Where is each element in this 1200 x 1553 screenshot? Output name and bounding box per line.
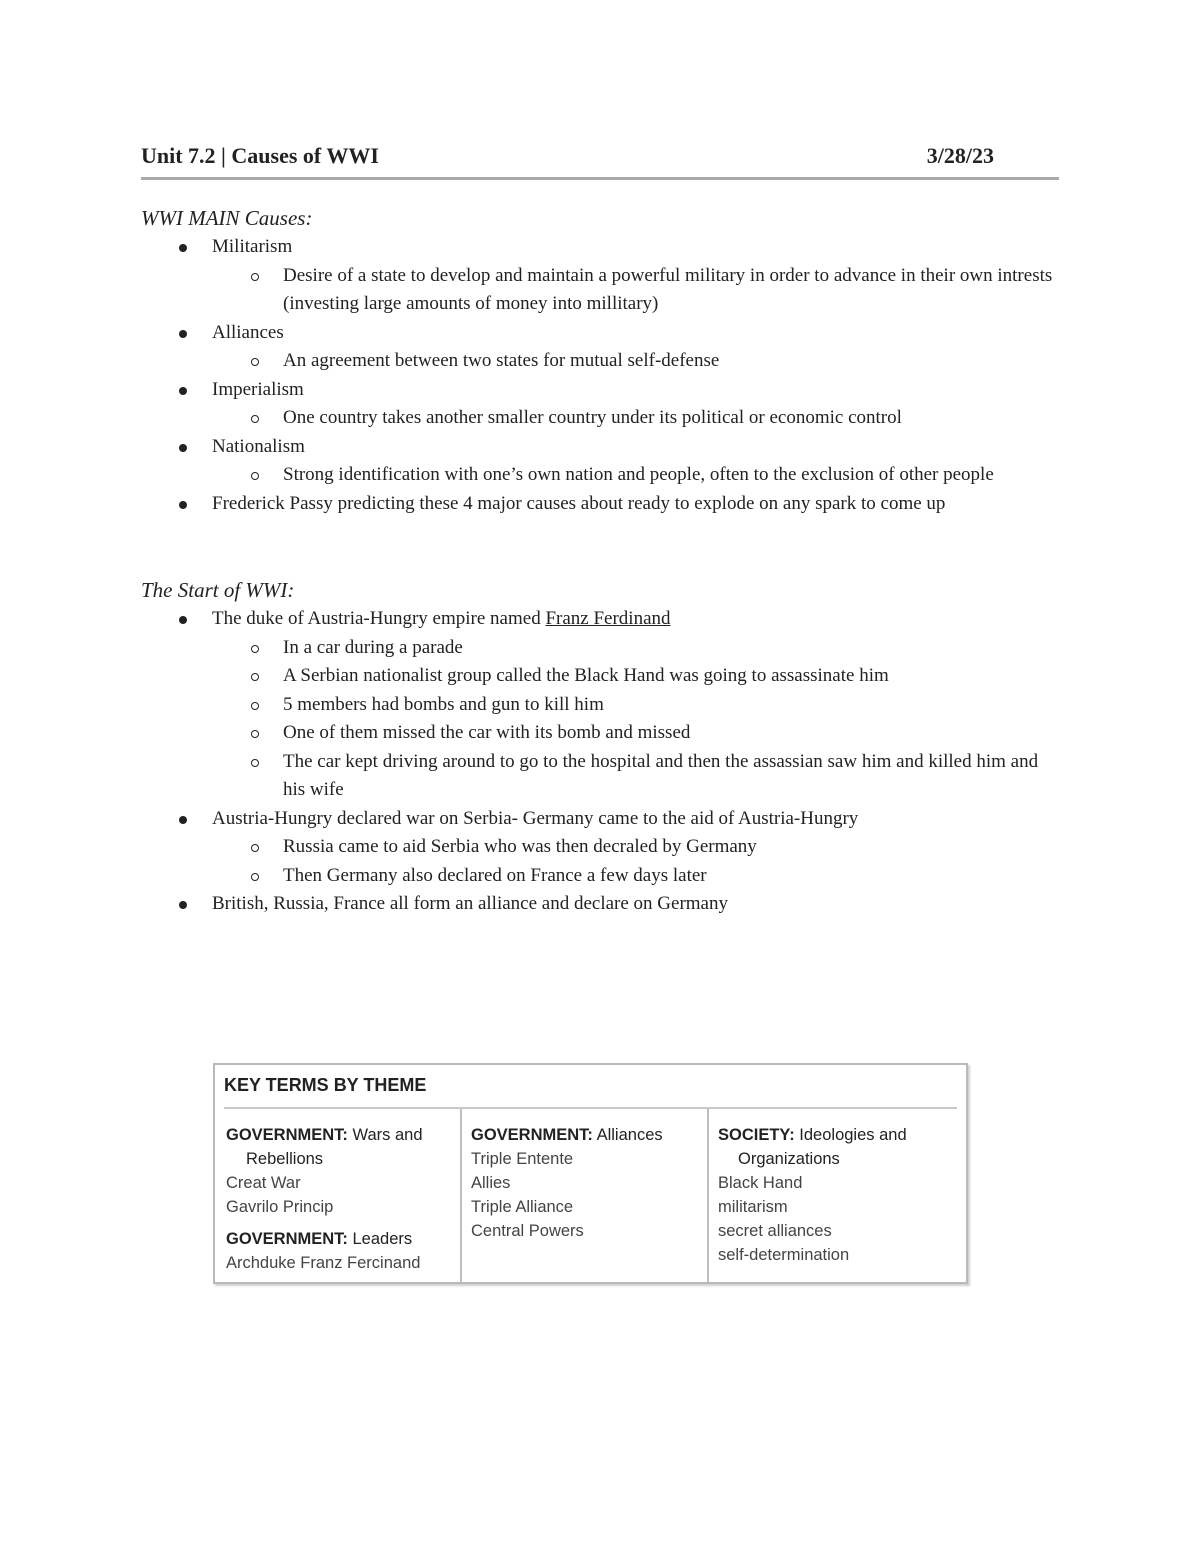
list-item xyxy=(141,605,1061,805)
key-terms-box xyxy=(213,1063,968,1284)
list-item xyxy=(141,376,1061,433)
circle-bullet-icon xyxy=(251,844,259,852)
circle-bullet-icon xyxy=(251,645,259,653)
column-heading: GOVERNMENT: Alliances xyxy=(471,1126,663,1144)
term: Triple Alliance xyxy=(471,1198,574,1216)
key-terms-column-1 xyxy=(215,1109,459,1282)
circle-bullet-icon xyxy=(251,702,259,710)
sub-list-item xyxy=(212,719,1061,748)
sub-item-text: An agreement between two states for mutual self-defense xyxy=(283,350,720,371)
circle-bullet-icon xyxy=(251,730,259,738)
item-text: Imperialism xyxy=(212,378,304,400)
bullet-icon xyxy=(179,330,187,338)
item-text: Frederick Passy predicting these 4 major causes about ready to explode on any spark to come up xyxy=(212,492,946,514)
sub-item-text: A Serbian nationalist group called the Black Hand was going to assassinate him xyxy=(283,665,889,686)
causes-list xyxy=(141,233,1061,518)
sub-list xyxy=(212,833,1061,890)
sub-item-text: The car kept driving around to go to the hospital and then the assassian saw him and killed him and his wife xyxy=(283,750,1039,800)
sub-list xyxy=(212,262,1061,319)
start-section xyxy=(141,576,1061,919)
sub-item-text: 5 members had bombs and gun to kill him xyxy=(283,693,604,715)
column-heading: GOVERNMENT: Wars and Rebellions xyxy=(226,1126,423,1168)
page-title: Unit 7.2 | Causes of WWI xyxy=(141,143,379,168)
item-text: Militarism xyxy=(212,236,293,257)
circle-bullet-icon xyxy=(251,759,259,767)
sub-list-item xyxy=(212,634,1061,663)
page-date: 3/28/23 xyxy=(926,143,994,168)
causes-section xyxy=(141,204,1061,518)
list-item xyxy=(141,233,1061,319)
sub-item-text: Desire of a state to develop and maintain a powerful military in order to advance in their own intrests (investing large amounts of money into millitary) xyxy=(283,264,1053,314)
term: Allies xyxy=(471,1174,511,1192)
term: Creat War xyxy=(226,1174,301,1192)
bullet-icon xyxy=(179,816,187,824)
start-list xyxy=(141,605,1061,919)
list-item xyxy=(141,319,1061,376)
sub-list-item xyxy=(212,347,1061,376)
franz-ferdinand-link: Franz Ferdinand xyxy=(545,608,671,629)
sub-list xyxy=(212,634,1061,805)
term: Triple Entente xyxy=(471,1150,574,1168)
sub-list-item xyxy=(212,833,1061,862)
sub-item-text: Then Germany also declared on France a few days later xyxy=(283,864,707,886)
bullet-icon xyxy=(179,444,187,452)
circle-bullet-icon xyxy=(251,415,259,423)
circle-bullet-icon xyxy=(251,472,259,480)
circle-bullet-icon xyxy=(251,673,259,681)
column-heading: SOCIETY: Ideologies and Organizations xyxy=(718,1126,907,1168)
sub-item-text: Russia came to aid Serbia who was then decraled by Germany xyxy=(283,836,757,857)
term: Black Hand xyxy=(718,1174,803,1192)
term: self-determination xyxy=(718,1246,850,1264)
term: secret alliances xyxy=(718,1222,832,1240)
list-item xyxy=(141,433,1061,490)
list-item xyxy=(141,805,1061,891)
sub-item-text: In a car during a parade xyxy=(283,636,463,658)
sub-item-text: Strong identification with one’s own nation and people, often to the exclusion of other people xyxy=(283,464,994,485)
item-text: Alliances xyxy=(212,321,284,343)
sub-list-item xyxy=(212,748,1061,805)
key-terms-column-2 xyxy=(460,1109,708,1282)
item-text: The duke of Austria-Hungry empire named xyxy=(212,608,546,629)
item-text: British, Russia, France all form an alliance and declare on Germany xyxy=(212,893,728,914)
circle-bullet-icon xyxy=(251,358,259,366)
list-item xyxy=(141,890,1061,919)
sub-list-item xyxy=(212,404,1061,433)
start-heading: The Start of WWI: xyxy=(141,578,295,602)
sub-list xyxy=(212,347,1061,376)
sub-list-item xyxy=(212,262,1061,319)
sub-list-item xyxy=(212,862,1061,891)
list-item xyxy=(141,490,1061,519)
column-heading: GOVERNMENT: Leaders xyxy=(226,1230,413,1248)
sub-list-item xyxy=(212,691,1061,720)
page-header xyxy=(141,143,1059,180)
sub-item-text: One of them missed the car with its bomb and missed xyxy=(283,722,691,743)
term: Central Powers xyxy=(471,1222,584,1240)
circle-bullet-icon xyxy=(251,273,259,281)
term: militarism xyxy=(718,1198,788,1216)
causes-heading: WWI MAIN Causes: xyxy=(141,206,313,230)
sub-list xyxy=(212,404,1061,433)
term: Gavrilo Princip xyxy=(226,1198,334,1216)
bullet-icon xyxy=(179,244,187,252)
bullet-icon xyxy=(179,616,187,624)
bullet-icon xyxy=(179,387,187,395)
bullet-icon xyxy=(179,901,187,909)
item-text: Nationalism xyxy=(212,435,305,457)
bullet-icon xyxy=(179,501,187,509)
circle-bullet-icon xyxy=(251,873,259,881)
key-terms-column-3 xyxy=(707,1109,966,1282)
sub-list-item xyxy=(212,461,1061,490)
item-text: Austria-Hungry declared war on Serbia- Germany came to the aid of Austria-Hungry xyxy=(212,807,859,829)
sub-list-item xyxy=(212,662,1061,691)
key-terms-title: KEY TERMS BY THEME xyxy=(224,1075,427,1095)
term: Archduke Franz Fercinand xyxy=(226,1254,421,1272)
sub-item-text: One country takes another smaller country under its political or economic control xyxy=(283,407,902,428)
sub-list xyxy=(212,461,1061,490)
